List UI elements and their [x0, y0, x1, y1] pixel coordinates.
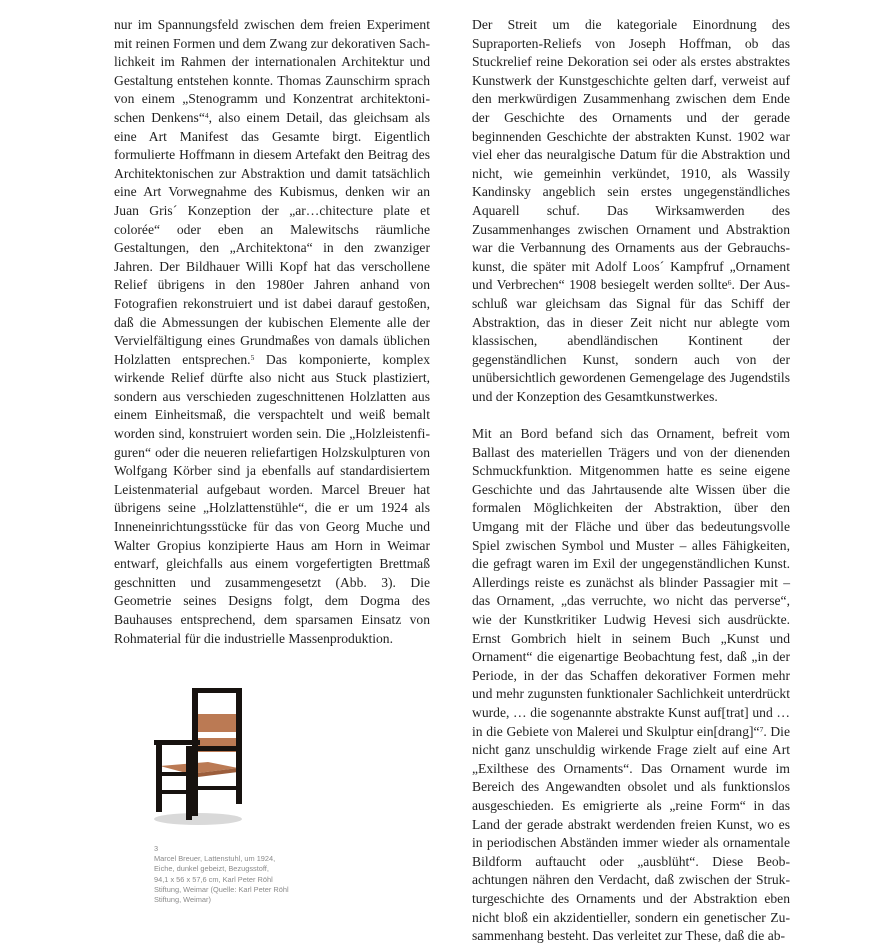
figure-caption	[154, 844, 329, 905]
text-run: Das komponierte, komplex wirkende Relief dürfte also nicht aus Stuck plastiziert, sondern aus verschieden zugeschnittenen Holzlatten aus einem Einheitsmaß, die verspachtelt und weiß bemalt worden sind, konstruiert worden sein. Die „Holzleistenfiguren“ oder die neueren reliefartigen Holzskulpturen von Wolfgang Körber sind ja ebenfalls auf standardisiertem Leistenmaterial aufgebaut worden. Marcel Breuer hat übrigens seine „Holzlattenstühle“, die er um 1924 als Inneneinrichtungsstücke für das von Georg Muche und Walter Gropius konzipierte Haus am Horn in Weimar entwarf, gleichfalls aus einem vorgefertigten Brettmaß geschnitten und zusammengesetzt (Abb. 3). Die Geometrie seines Designs folgt, dem Dogma des Bauhauses entsprechend, dem sparsamen Einsatz von Rohmaterial für die industrielle Massenproduktion.	[114, 351, 430, 646]
text-run: Der Streit um die kategoriale Einordnung des Supraporten-Reliefs von Joseph Hoffman, ob das Stuckrelief reine Dekoration sei oder als erstes abstraktes Kunstwerk der Kunstgeschichte gelten darf, verweist auf den merkwürdigen Zusammenhang zwischen dem Ende der Geschichte des Ornaments und der gerade beginnenden Geschichte der abstrakten Kunst. 1902 war viel eher das neuralgische Datum für die Abstraktion und nicht, wie gemeinhin verkündet, 1910, als Wassily Kandinsky angeblich sein erstes ungegenständliches Aquarell schuf. Das Wirksamwerden des Zusammenhanges zwischen Ornament und Abstraktion war die Verbannung des Ornaments aus der Gebrauchskunst, die später mit Adolf Loos´ Kampfruf „Ornament und Verbrechen“ 1908 besiegelt werden sollte	[472, 17, 790, 293]
chair-figure	[146, 686, 256, 836]
text-run: , also einem Detail, das gleichsam als eine Art Manifest das Gesamte birgt. Eigentlich formulierte Hoffmann in diesem Artefakt den Beitrag des Architektonischen zur Abstraktion und damit tatsächlich eine Art Vorwegnahme des Kubismus, denken wir an Juan Gris´ Konzeption der „ar…chitecture plate et colorée“ oder eben an Malewitschs räumliche Gestaltungen, den „Architektona“ in den zwanziger Jahren. Der Bildhauer Willi Kopf hat das verschollene Relief übrigens in den 1980er Jahren anhand von Fotografien rekonstruiert und ist dabei darauf gestoßen, daß die Abmessungen der kubischen Elemente alle der Vervielfältigung eines Grundmaßes von damals üblichen Holzlatten entsprechen.	[114, 109, 430, 367]
seat-rail	[158, 772, 192, 776]
caption-line: Stiftung, Weimar)	[154, 895, 211, 905]
paragraph	[114, 16, 430, 648]
lower-rail-side	[190, 786, 240, 790]
back-post-left	[192, 688, 198, 816]
caption-line: Eiche, dunkel gebeizt, Bezugsstoff,	[154, 864, 269, 874]
caption-line: Stiftung, Weimar (Quelle: Karl Peter Röhl	[154, 884, 289, 894]
text-run: . Die nicht ganz unschuldig wirkende Frage zielt auf eine Art „Exilthese des Ornaments“. Das Ornament wurde im Bereich des Angewandten obsolet und als funktionslos ausgeschieden. Es emigrierte als „reine Form“ in das Land der gerade abstrakt werdenden freien Kunst, wo es in periodischen Abständen immer wieder als ornamentale Bildform auftaucht oder „ausblüht“. Diese Beobachtungen nähren den Verdacht, daß zwischen der Strukturgeschichte des Ornaments und der Abstraktion eben nicht bloß ein akzidentieller, sondern ein genetischer Zusammenhang besteht. Das verleitet zur These, daß die ab-	[472, 723, 790, 944]
paragraph	[472, 425, 790, 946]
footnote-reference: 4	[204, 110, 209, 120]
figure-number: 3	[154, 844, 159, 853]
armrest-right	[190, 746, 242, 751]
armrest-left	[154, 740, 200, 745]
caption-line: 94,1 x 56 x 57,6 cm, Karl Peter Röhl	[154, 874, 273, 884]
text-run: Mit an Bord befand sich das Ornament, befreit vom Ballast des materiellen Trägers und von der dienenden Schmuckfunktion. Mitgenommen hatte es seine eigene Geschichte und das Jahrtausende alte Wissen über die formalen Möglichkeiten der Abstraktion, über den Umgang mit der Fläche und über das bedeutungsvolle Spiel zwischen Symbol und Muster – alles Fähigkeiten, die gefragt waren im Exil der ungegenständlichen Kunst. Allerdings reiste es zunächst als blinder Passagier mit – das Ornament, „das verruchte, wo nicht das perverse“, wie der Kunstkritiker Ludwig Hevesi sich ausdrückte. Ernst Gombrich hielt in seinem Buch „Kunst und Ornament“ die eigenartige Beobachtung fest, daß „in der Periode, in der das Schaffen dekorativer Formen mehr und mehr zugunsten funktionaler Sachlichkeit unterdrückt wurde, … die sogenannte abstrakte Kunst auf[trat] und … in die Gebiete von Malerei und Skulptur ein[drang]“	[472, 426, 790, 739]
back-top-rail	[192, 688, 242, 693]
front-leg-right	[186, 746, 192, 820]
footnote-reference: 6	[727, 278, 732, 288]
text-run: . Der Ausschluß war gleichsam das Signal für das Schiff der Abstraktion, das in dieser Zeit nicht nur ablegte vom klassischen, abendländischen Kontinent der gegenständlichen Kunst, sondern auch von der unübersichtlich gewordenen Gemengelage des Jugendstils und der Konzeption des Gesamtkunstwerkes.	[472, 277, 790, 404]
footnote-reference: 7	[759, 724, 764, 734]
right-text-column	[472, 16, 790, 946]
text-run: nur im Spannungsfeld zwischen dem freien Experiment mit reinen Formen und dem Zwang zur dekorativen Sachlichkeit im Rahmen der internationalen Architektur und Gestaltung entstehen konnte. Thomas Zaunschirm sprach von einem „Stenogramm und Konzentrat architektonischen Denkens“	[114, 17, 430, 125]
back-fabric-upper	[196, 714, 238, 732]
lower-rail-front	[156, 790, 192, 794]
paragraph	[472, 16, 790, 406]
footnote-reference: 5	[250, 352, 255, 362]
lattenstuhl-chair-image	[146, 686, 256, 836]
caption-line: Marcel Breuer, Lattenstuhl, um 1924,	[154, 854, 276, 864]
front-leg-left	[156, 742, 162, 812]
left-text-column	[114, 16, 430, 648]
